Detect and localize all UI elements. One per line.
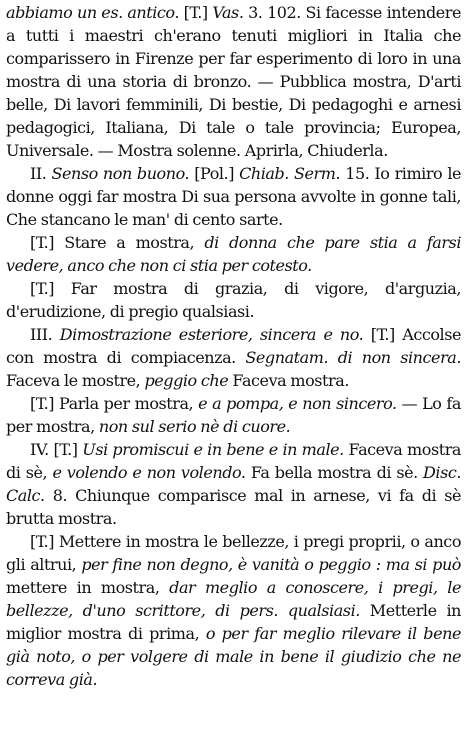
italic-text-run: per fine non degno, è vanità o peggio : ma si può	[81, 555, 461, 574]
text-run: Metterle in miglior mostra di prima,	[6, 601, 462, 643]
italic-text-run: non sul serio nè di cuore.	[98, 417, 291, 436]
text-run: [T.] Parla per mostra,	[30, 394, 199, 413]
italic-text-run: abbiamo un es. antico.	[6, 3, 179, 22]
paragraph-sense-three	[6, 323, 461, 392]
text-run: II.	[30, 164, 52, 183]
italic-text-run: e a pompa, e non sincero.	[198, 394, 397, 413]
text-run: [T.] Stare a mostra,	[30, 233, 205, 252]
italic-text-run: Chiab. Serm.	[239, 164, 341, 183]
italic-text-run: Disc. Calc.	[6, 463, 462, 505]
text-run: — Lo fa per mostra,	[6, 394, 461, 436]
italic-text-run: Dimostrazione esteriore, sincera e no.	[59, 325, 364, 344]
text-run: [T.] Far mostra di grazia, di vigore, d'arguzia, d'erudizione, di pregio qualsiasi.	[6, 279, 461, 321]
text-run: 3. 102. Si facesse intendere a tutti i maestri ch'erano tenuti migliori in Italia che comparissero in Firenze per far esperimento di loro in una mostra di una storia di bronzo. — Pubblica mostra, D'arti belle, Di lavori femminili, Di bestie, Di pedagoghi e arnesi pedagogici, Italiana, Di tale o tale provincia; Europea, Universale. — Mostra solenne. Aprirla, Chiuderla.	[6, 3, 461, 160]
paragraph-sense-two	[6, 162, 461, 231]
paragraph-parla-per-mostra	[6, 392, 461, 438]
italic-text-run: o per far meglio rilevare il bene già noto, o per volgere di male in bene il giudizio che ne correva già.	[6, 624, 461, 689]
text-run: [Pol.]	[189, 164, 240, 183]
italic-text-run: di donna che pare stia a farsi vedere, anco che non ci stia per cotesto.	[6, 233, 461, 275]
paragraph-mettere-in-mostra	[6, 530, 461, 691]
text-run: Faceva mostra.	[228, 371, 349, 390]
text-run: III.	[30, 325, 60, 344]
italic-text-run: e volendo e non volendo.	[52, 463, 246, 482]
italic-text-run: Vas.	[212, 3, 244, 22]
paragraph-stare-a-mostra	[6, 231, 461, 277]
text-run: Faceva le mostre,	[6, 371, 145, 390]
italic-text-run: Senso non buono.	[51, 164, 190, 183]
text-run: IV. [T.]	[30, 440, 83, 459]
italic-text-run: Usi promiscui e in bene e in male.	[82, 440, 344, 459]
text-run: mettere in mostra,	[6, 578, 170, 597]
paragraph-far-mostra	[6, 277, 461, 323]
italic-text-run: dar meglio a conoscere, i pregi, le bellezze, d'uno scrittore, di pers. qualsiasi.	[6, 578, 461, 620]
text-run: [T.] Accolse con mostra di compiacenza.	[6, 325, 462, 367]
text-run: 15. Io rimiro le donne oggi far mostra Di sua persona avvolte in gonne tali, Che stancano le man' di cento sarte.	[6, 164, 462, 229]
text-run: 8. Chiunque comparisce mal in arnese, vi fa di sè brutta mostra.	[6, 486, 461, 528]
italic-text-run: Segnatam. di non sincera.	[245, 348, 461, 367]
text-run: [T.] Mettere in mostra le bellezze, i pregi proprii, o anco gli altrui,	[6, 532, 461, 574]
italic-text-run: peggio che	[144, 371, 229, 390]
text-run: Fa bella mostra di sè.	[245, 463, 424, 482]
paragraph-vas-example	[6, 1, 461, 162]
text-run: Faceva mostra di sè,	[6, 440, 461, 482]
paragraph-sense-four	[6, 438, 461, 530]
text-run: [T.]	[178, 3, 213, 22]
